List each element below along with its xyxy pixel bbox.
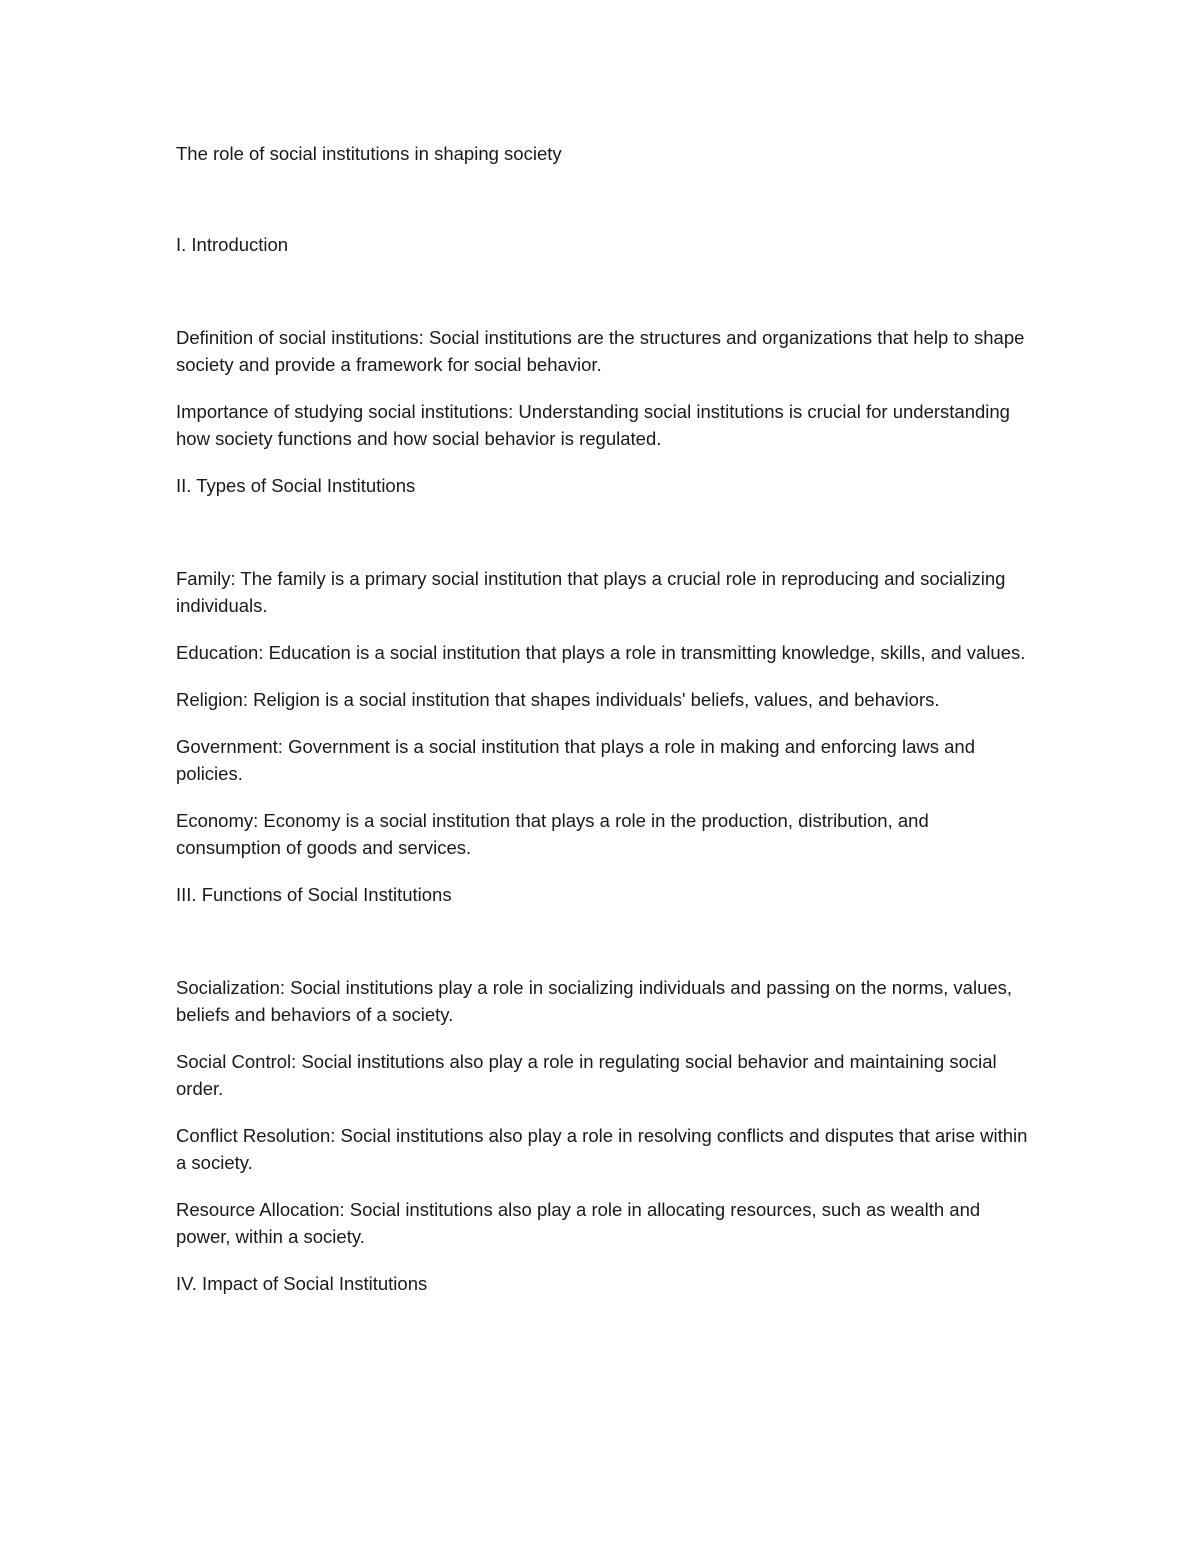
paragraph: Family: The family is a primary social institution that plays a crucial role in reproducing and socializing individuals. bbox=[176, 568, 1006, 616]
section-heading: II. Types of Social Institutions bbox=[176, 475, 416, 496]
section-heading: IV. Impact of Social Institutions bbox=[176, 1273, 428, 1294]
paragraph: Economy: Economy is a social institution that plays a role in the production, distribution, and consumption of goods and services. bbox=[176, 810, 929, 858]
paragraph: Resource Allocation: Social institutions also play a role in allocating resources, such as wealth and power, within a society. bbox=[176, 1199, 981, 1247]
paragraph: Conflict Resolution: Social institutions also play a role in resolving conflicts and disputes that arise within a society. bbox=[176, 1125, 1028, 1173]
section-heading: I. Introduction bbox=[176, 234, 289, 255]
document-page bbox=[176, 140, 1036, 1297]
section-functions bbox=[176, 881, 1036, 1250]
paragraph: Definition of social institutions: Social institutions are the structures and organizations that help to shape society and provide a framework for social behavior. bbox=[176, 327, 1025, 375]
paragraph: Education: Education is a social institution that plays a role in transmitting knowledge, skills, and values. bbox=[176, 642, 1026, 663]
paragraph: Government: Government is a social institution that plays a role in making and enforcing laws and policies. bbox=[176, 736, 975, 784]
paragraph: Religion: Religion is a social institution that shapes individuals' beliefs, values, and behaviors. bbox=[176, 689, 940, 710]
section-types bbox=[176, 472, 1036, 861]
section-introduction bbox=[176, 231, 1036, 452]
section-impact bbox=[176, 1270, 1036, 1297]
paragraph: Socialization: Social institutions play a role in socializing individuals and passing on the norms, values, beliefs and behaviors of a society. bbox=[176, 977, 1013, 1025]
paragraph: Social Control: Social institutions also play a role in regulating social behavior and maintaining social order. bbox=[176, 1051, 997, 1099]
section-heading: III. Functions of Social Institutions bbox=[176, 884, 452, 905]
paragraph: Importance of studying social institutions: Understanding social institutions is crucial for understanding how society functions and how social behavior is regulated. bbox=[176, 401, 1010, 449]
document-title: The role of social institutions in shaping society bbox=[176, 143, 562, 164]
